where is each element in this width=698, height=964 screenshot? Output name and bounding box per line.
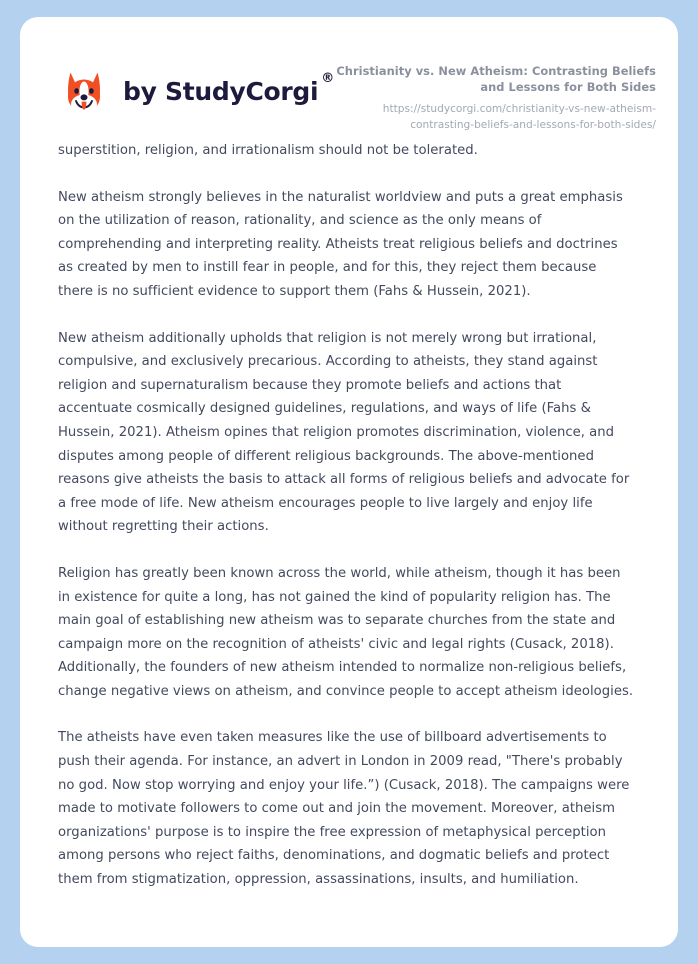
corgi-head-logo-icon [58, 65, 110, 117]
brand-lockup[interactable] [58, 61, 334, 117]
brand-name-text: by StudyCorgi [123, 76, 319, 106]
source-url[interactable]: https://studycorgi.com/christianity-vs-new-atheism-contrasting-beliefs-and-lessons-for-both-sides/ [382, 103, 656, 131]
registered-trademark-icon: ® [321, 70, 334, 86]
document-header [20, 17, 678, 139]
brand-wordmark [123, 70, 334, 106]
document-page-card [20, 17, 678, 947]
body-paragraph: Religion has greatly been known across the world, while atheism, though it has been in existence for quite a long, has not gained the kind of popularity religion has. The main goal of establishing new atheism was to separate churches from the state and campaign more on the recognition of atheists' civic and legal rights (Cusack, 2018). Additionally, the founders of new atheism intended to normalize non-religious beliefs, change negative views on atheism, and convince people to accept atheism ideologies. [58, 565, 634, 699]
page-title: Christianity vs. New Atheism: Contrasting Beliefs and Lessons for Both Sides [336, 64, 656, 95]
body-paragraph: New atheism additionally upholds that religion is not merely wrong but irrational, compulsive, and exclusively precarious. According to atheists, they stand against religion and supernaturalism because they promote beliefs and actions that accentuate cosmically designed guidelines, regulations, and ways of life (Fahs & Hussein, 2021). Atheism opines that religion promotes discrimination, violence, and disputes among people of different religious backgrounds. The above-mentioned reasons give atheists the basis to attack all forms of religious beliefs and advocate for a free mode of life. New atheism encourages people to live largely and enjoy life without regretting their actions. [58, 330, 630, 535]
document-body [20, 139, 678, 892]
body-paragraph: The atheists have even taken measures like the use of billboard advertisements to push their agenda. For instance, an advert in London in 2009 read, "There's probably no god. Now stop worrying and enjoy your life.”) (Cusack, 2018). The campaigns were made to motivate followers to come out and join the movement. Moreover, atheism organizations' purpose is to inspire the free expression of metaphysical perception among persons who reject faiths, denominations, and dogmatic beliefs and protect them from stigmatization, oppression, assassinations, insults, and humiliation. [58, 730, 630, 888]
document-source-meta [334, 61, 656, 133]
body-paragraph: superstition, religion, and irrationalism should not be tolerated. [58, 143, 478, 158]
body-paragraph: New atheism strongly believes in the naturalist worldview and puts a great emphasis on the utilization of reason, rationality, and science as the only means of comprehending and interpreting reality. Atheists treat religious beliefs and doctrines as created by men to instill fear in people, and for this, they reject them because there is no sufficient evidence to support them (Fahs & Hussein, 2021). [58, 189, 623, 299]
